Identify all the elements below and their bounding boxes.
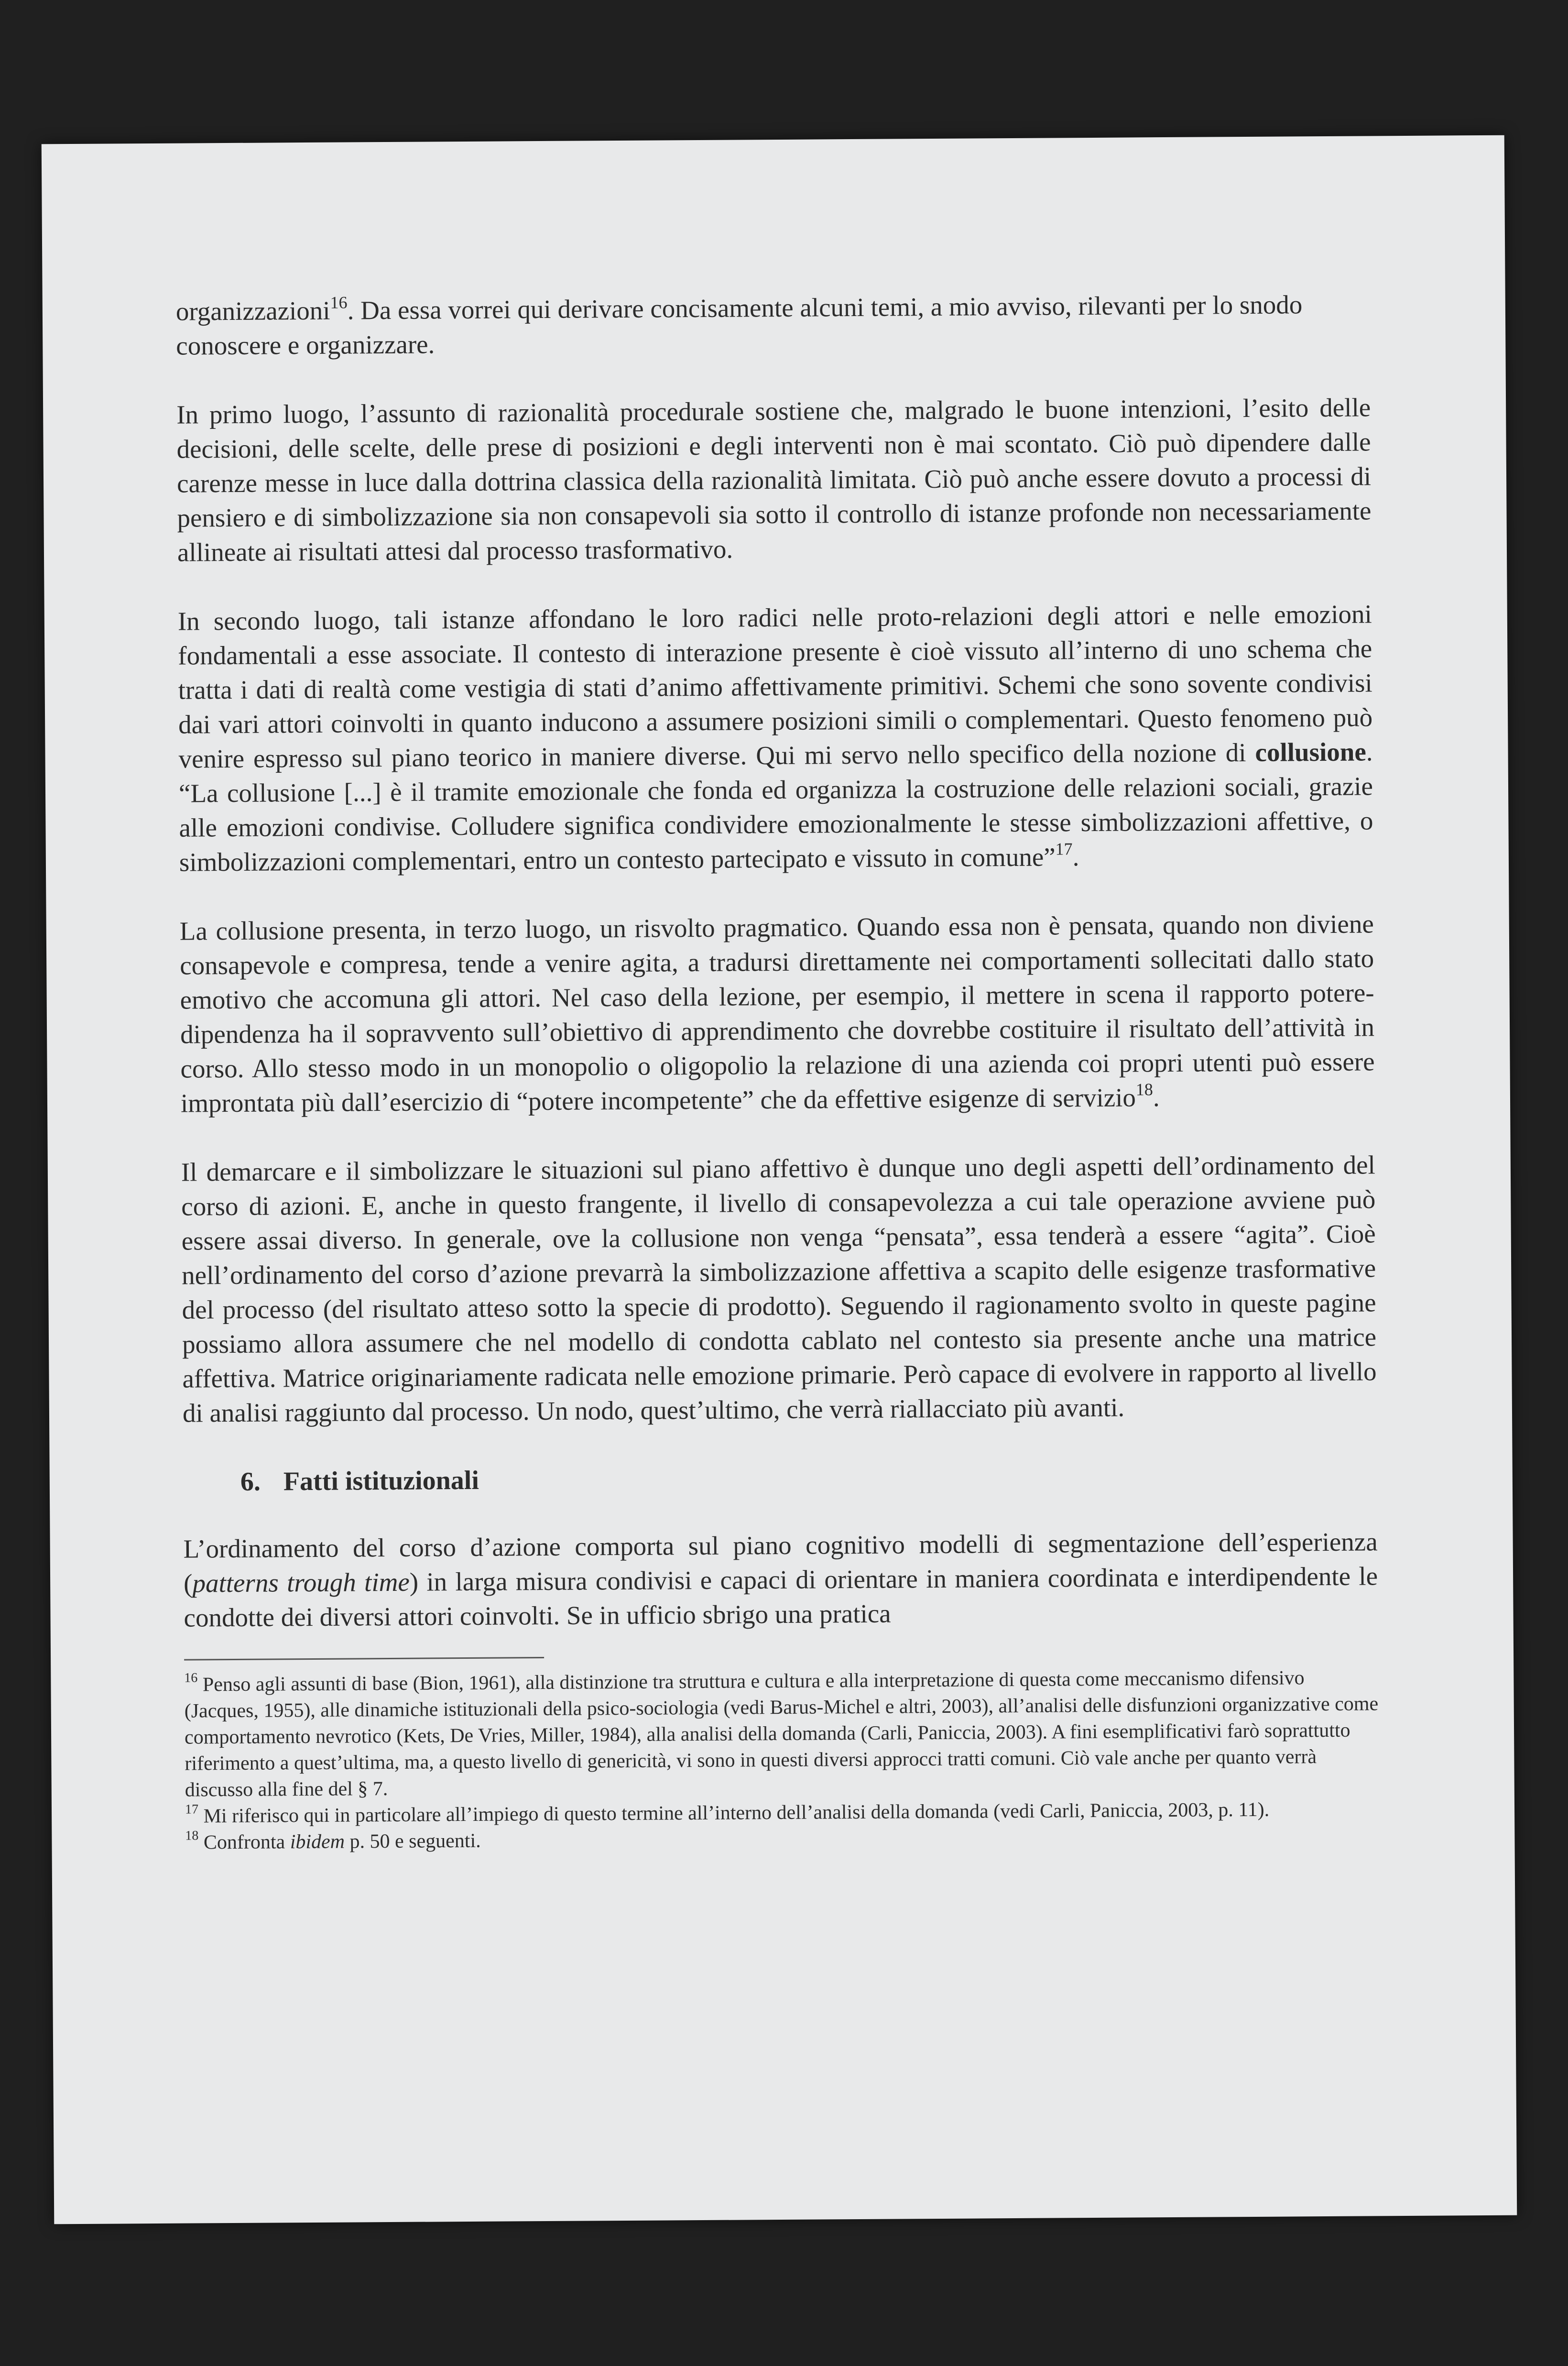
footnote-number: 17 xyxy=(185,1802,199,1817)
footnote-number: 18 xyxy=(185,1828,199,1843)
paragraph-text: . xyxy=(1072,842,1079,872)
footnote-number: 16 xyxy=(184,1670,198,1686)
term-patterns: patterns trough time xyxy=(192,1567,410,1598)
footnote-ref-17: 17 xyxy=(1055,839,1073,859)
paragraph-text: In secondo luogo, tali istanze affondano le loro radici nelle proto-relazioni degli attori e nelle emozioni fondamentali a esse associate. Il contesto di interazione presente è cioè vissuto all’interno di uno schema che tratta i dati di realtà come vestigia di stati d’animo affettivamente primitivi. Schemi che sono sovente condivisi dai vari attori coinvolti in quanto inducono a assumere posizioni simili o complementari. Questo fenomeno può venire espresso sul piano teorico in maniere diverse. Qui mi servo nello specifico della nozione di xyxy=(177,599,1373,774)
footnote-ref-16: 16 xyxy=(330,293,348,312)
section-title: Fatti istituzionali xyxy=(283,1465,479,1497)
paragraph-text: . “La collusione [...] è il tramite emozionale che fonda ed organizza la costruzione delle relazioni sociali, grazie alle emozioni condivise. Colludere significa condividere emozionalmente le stesse simbolizzazioni affettive, o simbolizzazioni complementari, entro un contesto partecipato e vissuto in comune” xyxy=(178,737,1373,877)
paragraph-demarcare: Il demarcare e il simbolizzare le situazioni sul piano affettivo è dunque uno degli aspetti dell’ordinamento del corso di azioni. E, anche in questo frangente, il livello di consapevolezza a cui tale operazione avviene può essere assai diverso. In generale, ove la collusione non venga “pensata”, essa tenderà a essere “agita”. Cioè nell’ordinamento del corso d’azione prevarrà la simbolizzazione affettiva a scapito delle esigenze trasformative del processo (del risultato atteso sotto la specie di prodotto). Seguendo il ragionamento svolto in queste pagine possiamo allora assumere che nel modello di condotta cablato nel contesto sia presente anche una matrice affettiva. Matrice originariamente radicata nelle emozione primarie. Però capace di evolvere in rapporto al livello di analisi raggiunto dal processo. Un nodo, quest’ultimo, che verrà riallacciato più avanti. xyxy=(181,1150,1377,1428)
section-heading xyxy=(183,1457,1377,1499)
footnote-text: Confronta xyxy=(198,1831,290,1854)
footnote-ref-18: 18 xyxy=(1135,1079,1153,1099)
paragraph-text: organizzazioni xyxy=(175,296,330,326)
document-body xyxy=(176,287,1380,1856)
paragraph-terzo-luogo xyxy=(180,907,1375,1120)
paragraph-secondo-luogo xyxy=(178,597,1373,879)
section-number: 6. xyxy=(240,1467,261,1497)
paragraph-text: L’ordinamento del corso d’azione comporta sul piano cognitivo modelli di segmentazione dell’esperienza ( xyxy=(183,1527,1378,1598)
paragraph-text: . Da essa vorrei qui derivare concisamente alcuni temi, a mio avviso, rilevanti per lo snodo conoscere e organizzare. xyxy=(176,290,1303,361)
paragraph-ordinamento xyxy=(183,1524,1378,1635)
paper-sheet xyxy=(42,135,1517,2224)
footnote-16 xyxy=(184,1665,1379,1803)
paragraph-primo-luogo: In primo luogo, l’assunto di razionalità procedurale sostiene che, malgrado le buone intenzioni, l’esito delle decisioni, delle scelte, delle prese di posizioni e degli interventi non è mai scontato. Ciò può dipendere dalle carenze messe in luce dalla dottrina classica della razionalità limitata. Ciò può anche essere dovuto a processi di pensiero e di simbolizzazione sia non consapevoli sia sotto il controllo di istanze profonde non necessariamente allineate ai risultati attesi dal processo trasformativo. xyxy=(176,393,1372,567)
paragraph-text: . xyxy=(1153,1083,1160,1112)
footnote-text: Penso agli assunti di base (Bion, 1961), alla distinzione tra struttura e cultura e alla interpretazione di questa come meccanismo difensivo (Jacques, 1955), alle dinamiche istituzionali della psico-sociologia (vedi Barus-Michel e altri, 2003), all’analisi delle disfunzioni organizzative come comportamento nevrotico (Kets, De Vries, Miller, 1984), alla analisi della domanda (Carli, Paniccia, 2003). A fini esemplificativi farò soprattutto riferimento a quest’ultima, ma, a questo livello di genericità, vi sono in questi diversi approcci tratti comuni. Ciò vale anche per quanto verrà discusso alla fine del § 7. xyxy=(184,1667,1379,1801)
footnote-italic: ibidem xyxy=(290,1830,345,1853)
footnote-separator xyxy=(184,1657,544,1661)
footnote-text: Mi riferisco qui in particolare all’impiego di questo termine all’interno dell’analisi della domanda (vedi Carli, Paniccia, 2003, p. 11). xyxy=(198,1798,1270,1828)
footnote-text: p. 50 e seguenti. xyxy=(344,1829,481,1853)
term-collusione: collusione xyxy=(1255,737,1366,767)
paragraph-text: La collusione presenta, in terzo luogo, un risvolto pragmatico. Quando essa non è pensata, quando non diviene consapevole e compresa, tende a venire agita, a tradursi direttamente nei comportamenti sollecitati dallo stato emotivo che accomuna gli attori. Nel caso della lezione, per esempio, il mettere in scena il rapporto potere-dipendenza ha il sopravvento sull’obiettivo di apprendimento che dovrebbe costituire il risultato dell’attività in corso. Allo stesso modo in un monopolio o oligopolio la relazione di una azienda coi propri utenti può essere improntata più dall’esercizio di “potere incompetente” che da effettive esigenze di servizio xyxy=(179,909,1375,1118)
paragraph-intro xyxy=(176,287,1371,363)
paragraph-text: ) in larga misura condivisi e capaci di orientare in maniera coordinata e interdipendente le condotte dei diversi attori coinvolti. Se in ufficio sbrigo una pratica xyxy=(184,1561,1378,1632)
